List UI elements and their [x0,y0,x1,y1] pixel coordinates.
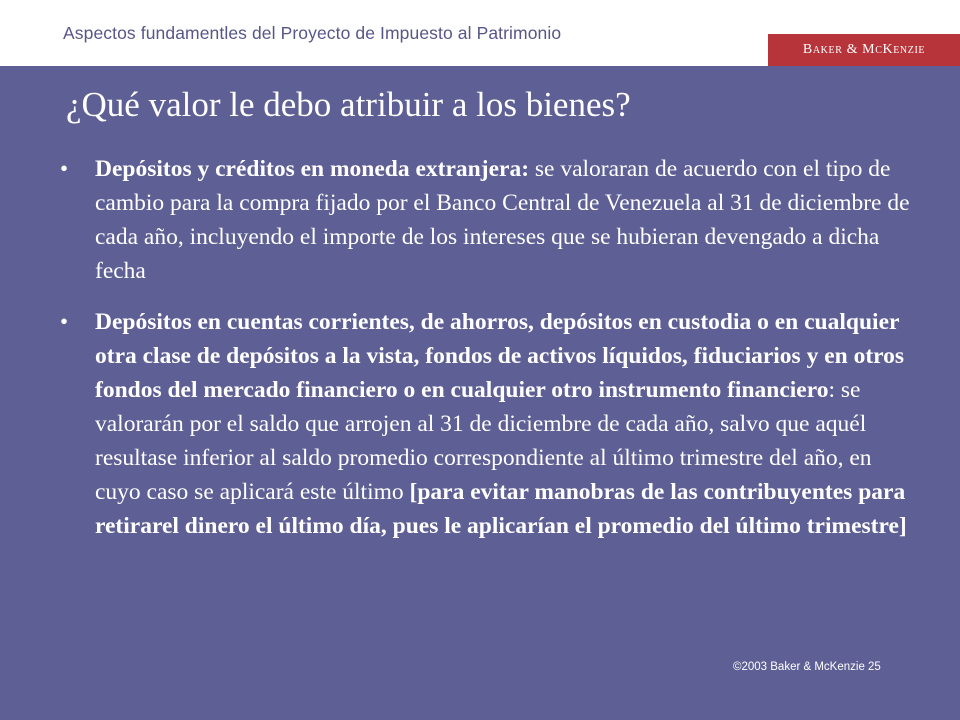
baker-mckenzie-logo: Baker & McKenzie [768,34,960,66]
header-title: Aspectos fundamentles del Proyecto de Impuesto al Patrimonio [63,23,562,43]
bullet-lead: Depósitos y créditos en moneda extranjera: [95,156,530,182]
bullet-tail: [para evitar manobras de las contribuyentes para retirarel dinero el último día, pues le aplicarían el promedio del último trimestre] [95,479,907,539]
bullet-icon: • [60,156,69,181]
header-bar [0,0,960,66]
footer-copyright: ©2003 Baker & McKenzie 25 [733,661,881,673]
bullet-text: se valoraran de acuerdo con el tipo de cambio para la compra fijado por el Banco Central de Venezuela al 31 de diciembre de cada año, incluyendo el importe de los intereses que se hubieran devengado a dicha fecha [95,156,910,284]
bullet-lead: Depósitos en cuentas corrientes, de ahorros, depósitos en custodia o en cualquier otra clase de depósitos a la vista, fondos de activos líquidos, fiduciarios y en otros fondos del mercado financiero o en cualquier otro instrumento financiero [95,309,905,403]
bullet-icon: • [60,309,69,334]
bullet-item [60,152,910,288]
bullet-item [60,305,910,543]
slide-title: ¿Qué valor le debo atribuir a los bienes? [66,85,631,124]
bullet-text: : se valorarán por el saldo que arrojen al 31 de diciembre de cada año, salvo que aquél resultase inferior al saldo promedio correspondiente al último trimestre del año, en cuyo caso se aplicará este último [95,377,872,505]
slide-body [60,152,910,543]
